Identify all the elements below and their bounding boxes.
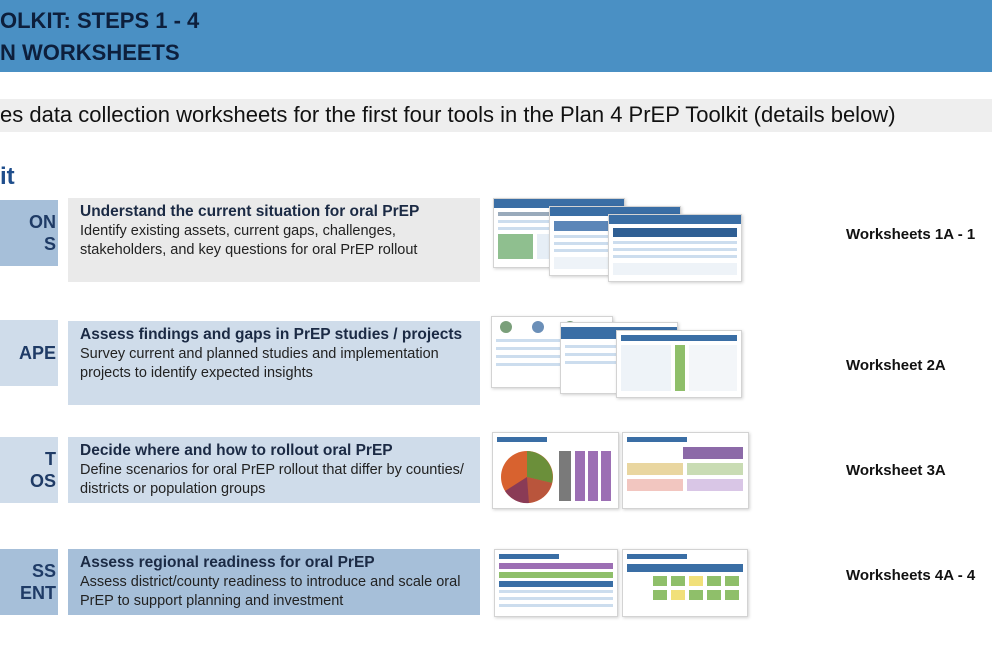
tool-description-3 (68, 437, 480, 503)
tool-description-4 (68, 549, 480, 615)
worksheet-label-2: Worksheet 2A (846, 357, 946, 374)
header-title-line1: OLKIT: STEPS 1 - 4 (0, 8, 200, 33)
tool-tab-3-line2: OS (29, 471, 56, 491)
section-heading: it (0, 163, 15, 190)
tool-description-2 (68, 321, 480, 405)
worksheet-thumbnail (622, 549, 748, 617)
tool-text-2: Survey current and planned studies and implementation projects to identify expected insights (80, 346, 439, 381)
intro-band (0, 99, 992, 132)
header-title-line2: N WORKSHEETS (0, 40, 180, 65)
tool-title-1: Understand the current situation for oral PrEP (80, 203, 420, 220)
tool-text-3: Define scenarios for oral PrEP rollout that differ by counties/ districts or population groups (80, 462, 464, 497)
worksheet-label-3: Worksheet 3A (846, 462, 946, 479)
pie-icon (499, 449, 555, 505)
tool-tab-1-line2: S (43, 234, 56, 254)
page-header (0, 0, 992, 72)
worksheet-label-4: Worksheets 4A - 4 (846, 567, 976, 584)
worksheet-thumbnail (494, 549, 618, 617)
tool-tab-3 (0, 437, 58, 503)
intro-text: es data collection worksheets for the first four tools in the Plan 4 PrEP Toolkit (details below) (0, 102, 896, 127)
tool-tab-1 (0, 200, 58, 266)
tool-tab-4 (0, 549, 58, 615)
worksheet-label-1: Worksheets 1A - 1 (846, 226, 976, 243)
worksheet-thumbnail (616, 330, 742, 398)
tool-tab-1-line1: ON (29, 212, 56, 232)
tool-description-1 (68, 198, 480, 282)
tool-text-4: Assess district/county readiness to introduce and scale oral PrEP to support planning and investment (80, 574, 461, 609)
tool-title-4: Assess regional readiness for oral PrEP (80, 554, 375, 571)
tool-tab-4-line1: SS (31, 561, 56, 581)
tool-tab-3-line1: T (45, 449, 56, 469)
worksheet-thumbnail (622, 432, 749, 509)
tool-tab-4-line2: ENT (20, 583, 56, 603)
worksheet-thumbnail (608, 214, 742, 282)
worksheet-thumbnail (492, 432, 619, 509)
tool-tab-2 (0, 320, 58, 386)
tool-text-1: Identify existing assets, current gaps, challenges, stakeholders, and key questions for oral PrEP rollout (80, 223, 418, 258)
tool-title-2: Assess findings and gaps in PrEP studies / projects (80, 326, 463, 343)
tool-tab-2-line2: APE (18, 343, 56, 363)
tool-title-3: Decide where and how to rollout oral PrEP (80, 442, 393, 459)
